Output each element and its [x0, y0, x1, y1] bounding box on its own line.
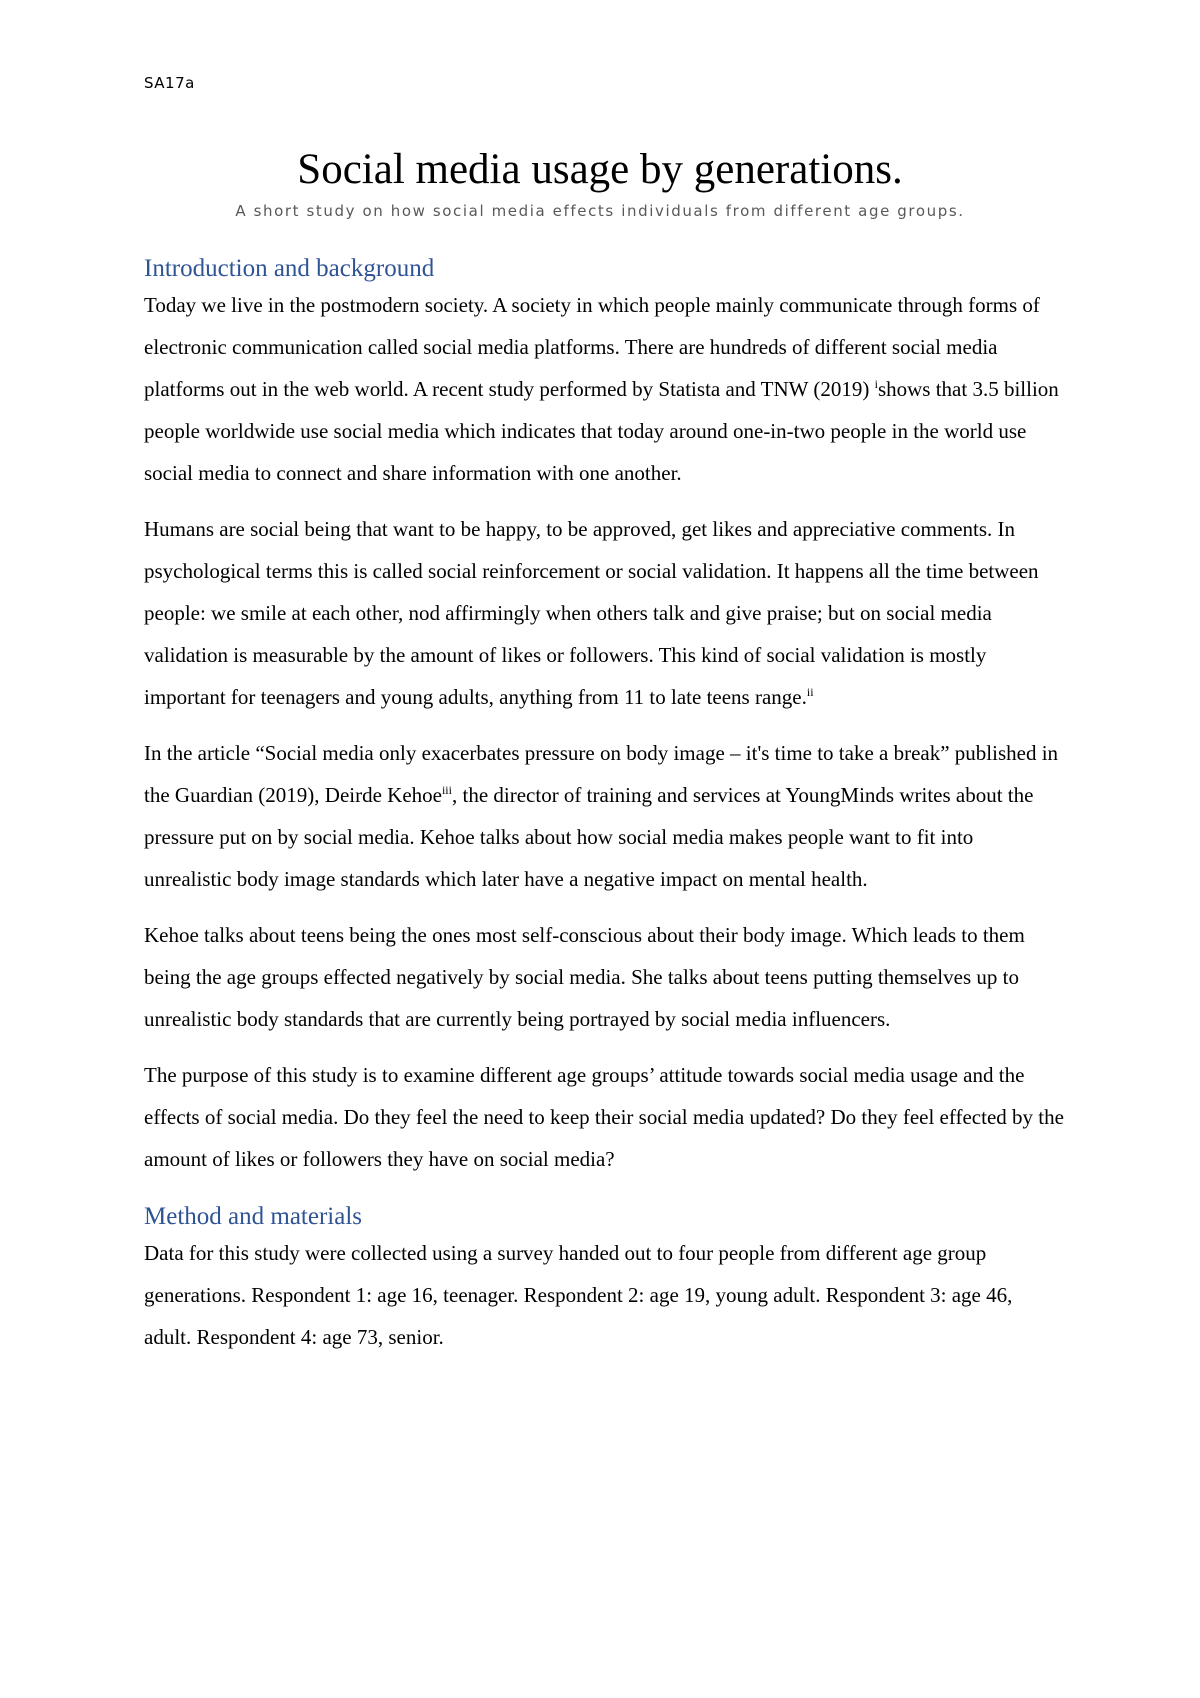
- intro-p3-text-b: , the director of training and services at YoungMinds writes about the pressure put on by social media. Kehoe talks about how social media makes people want to fit into unrealistic body image standards which later have a negative impact on mental health.: [144, 783, 1034, 891]
- document-code: SA17a: [144, 74, 195, 92]
- intro-p3-text-a: In the article “Social media only exacerbates pressure on body image – it's time to take a break” published in the Guardian (2019), Deirde Kehoe: [144, 741, 1059, 807]
- intro-p1-text-b: shows that 3.5 billion people worldwide use social media which indicates that today around one-in-two people in the world use social media to connect and share information with one another.: [144, 377, 1059, 485]
- footnote-ref-ii: ii: [806, 685, 814, 699]
- intro-paragraph-3: [144, 732, 1064, 900]
- intro-paragraph-1: [144, 284, 1064, 494]
- method-paragraph-1: Data for this study were collected using a survey handed out to four people from different age group generations. Respondent 1: age 16, teenager. Respondent 2: age 19, young adult. Respondent 3: age 46, adult. Respondent 4: age 73, senior.: [144, 1241, 1013, 1349]
- method-heading: Method and materials: [144, 1203, 362, 1230]
- footnote-ref-iii: iii: [441, 783, 452, 797]
- intro-heading: Introduction and background: [144, 255, 435, 282]
- intro-p1-text-a: Today we live in the postmodern society. A society in which people mainly communicate through forms of electronic communication called social media platforms. There are hundreds of different social media platforms out in the web world. A recent study performed by Statista and TNW (2019): [144, 293, 1040, 401]
- footnote-ref-i: i: [874, 377, 878, 391]
- intro-p2-text: Humans are social being that want to be happy, to be approved, get likes and appreciative comments. In psychological terms this is called social reinforcement or social validation. It happens all the time between people: we smile at each other, nod affirmingly when others talk and give praise; but on social media validation is measurable by the amount of likes or followers. This kind of social validation is mostly important for teenagers and young adults, anything from 11 to late teens range.: [144, 517, 1039, 709]
- intro-paragraph-4: Kehoe talks about teens being the ones most self-conscious about their body image. Which leads to them being the age groups effected negatively by social media. She talks about teens putting themselves up to unrealistic body standards that are currently being portrayed by social media influencers.: [144, 923, 1025, 1031]
- document-subtitle: A short study on how social media effects individuals from different age groups.: [235, 202, 965, 220]
- document-title: Social media usage by generations.: [297, 146, 903, 193]
- document-body: [144, 252, 1064, 1372]
- intro-paragraph-2: [144, 508, 1064, 718]
- intro-paragraph-5: The purpose of this study is to examine different age groups’ attitude towards social media usage and the effects of social media. Do they feel the need to keep their social media updated? Do they feel effected by the amount of likes or followers they have on social media?: [144, 1063, 1064, 1171]
